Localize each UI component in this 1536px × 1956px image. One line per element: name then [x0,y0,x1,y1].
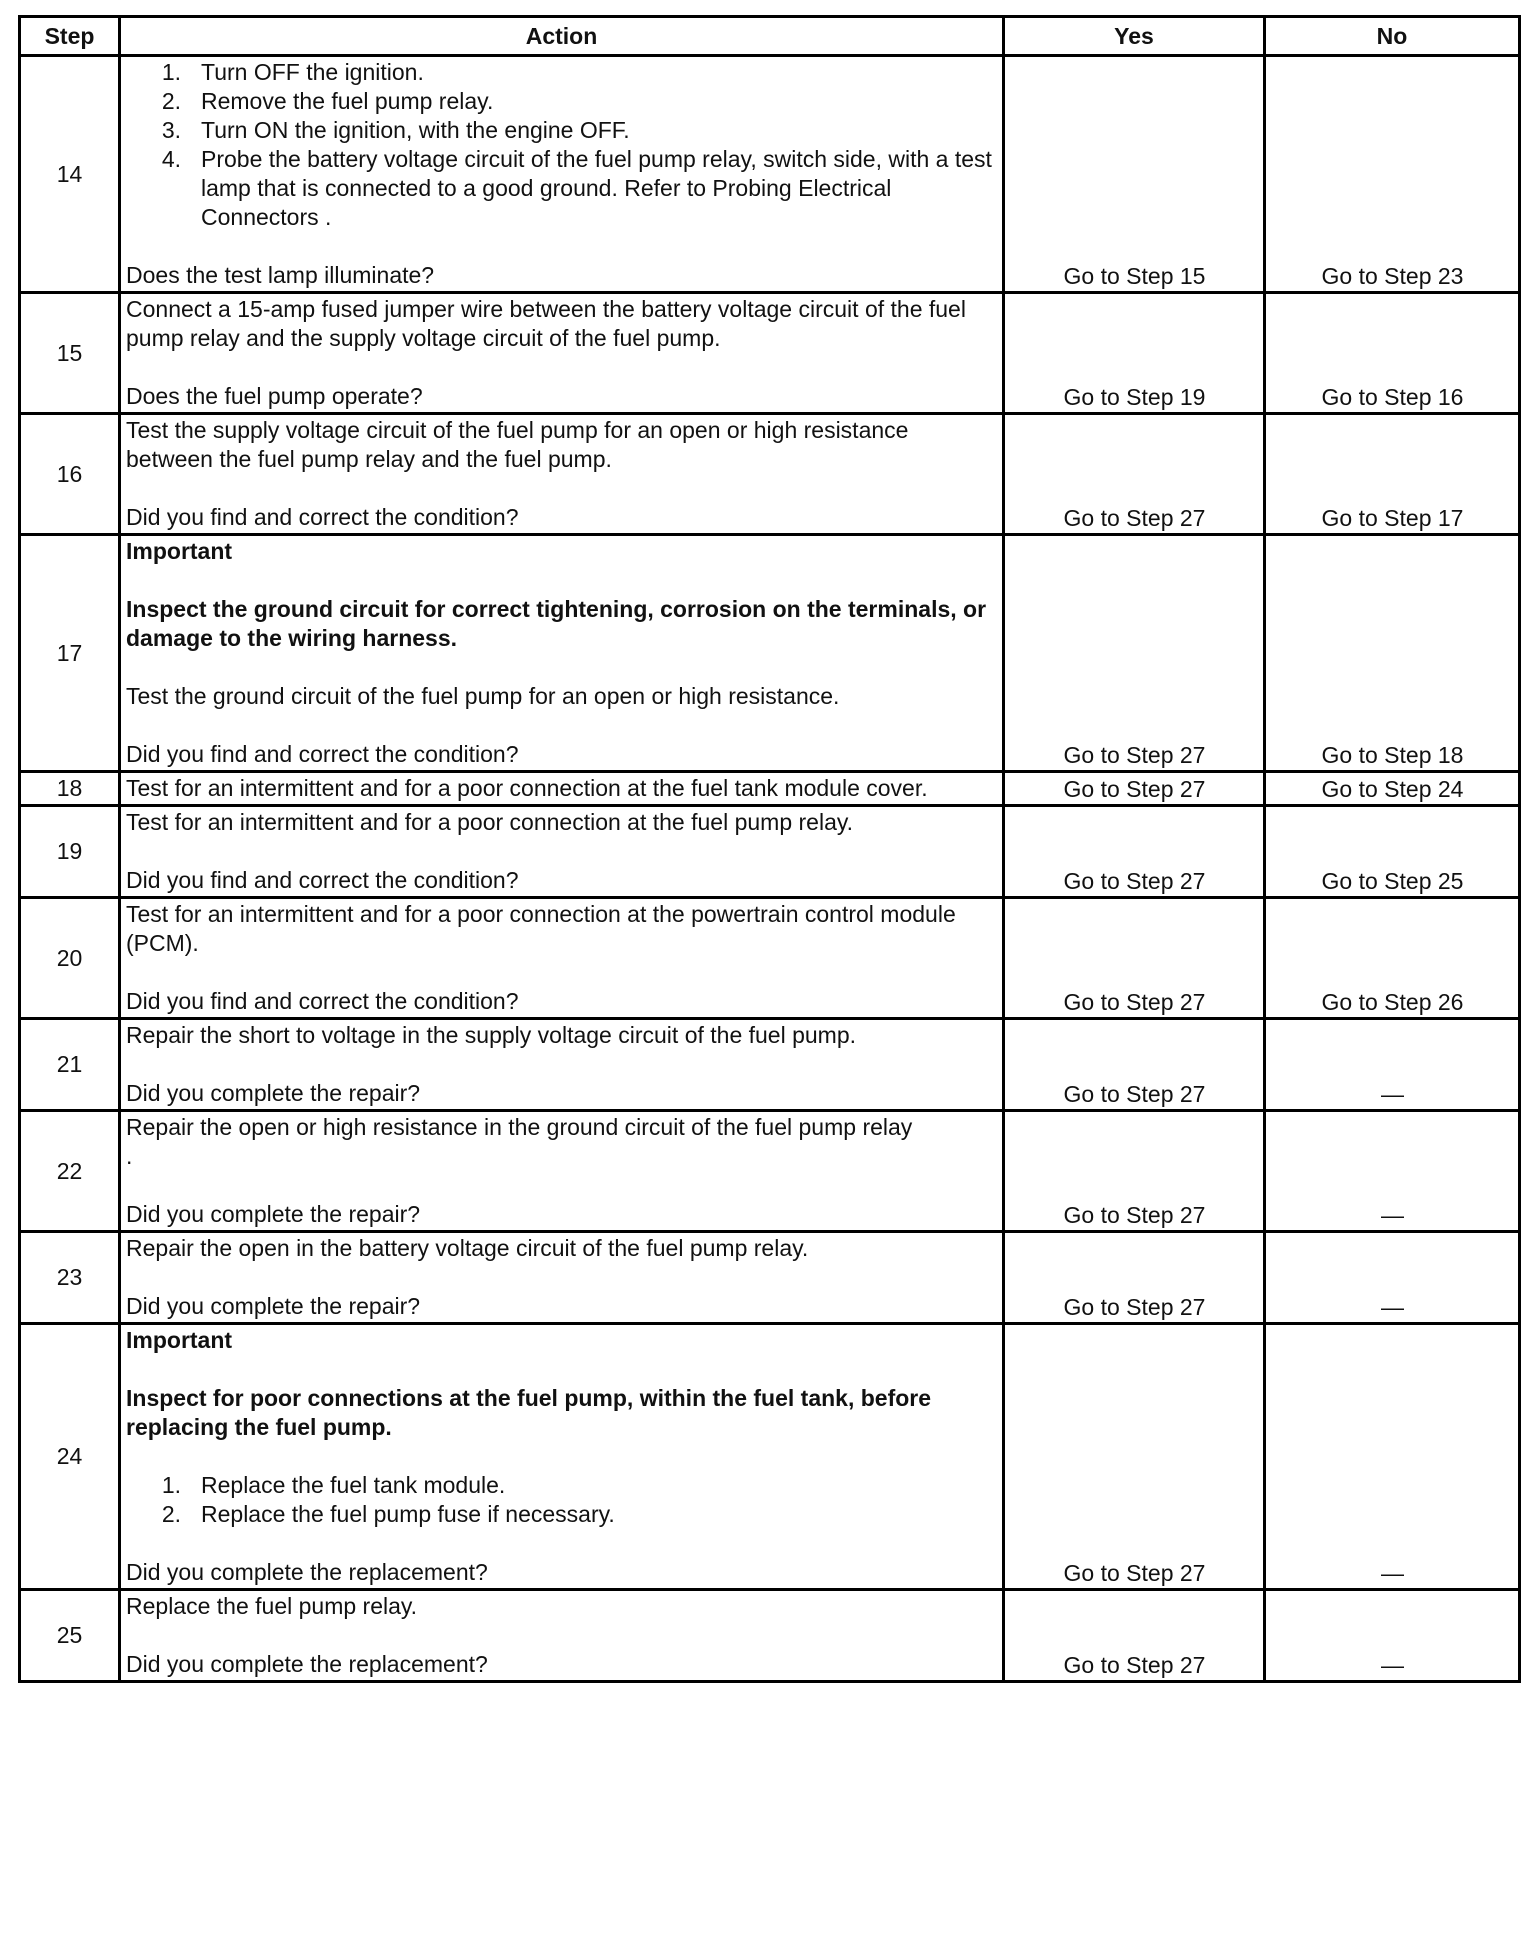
yes-cell: Go to Step 19 [1004,293,1265,414]
action-cell [120,293,1004,414]
table-header-row [20,17,1520,56]
action-cell [120,56,1004,293]
yes-cell: Go to Step 27 [1004,1111,1265,1232]
header-action: Action [120,17,1004,56]
step-number: 22 [20,1111,120,1232]
action-text-tail: . [126,1143,133,1169]
no-cell: — [1265,1590,1520,1682]
yes-cell: Go to Step 27 [1004,1019,1265,1111]
table-row [20,806,1520,898]
table-row [20,293,1520,414]
action-question: Does the test lamp illuminate? [126,262,435,288]
action-question: Did you complete the replacement? [126,1651,488,1677]
action-cell [120,1111,1004,1232]
diagnostic-table [18,15,1521,1683]
important-label: Important [126,538,233,564]
action-question: Does the fuel pump operate? [126,383,423,409]
action-text: Test for an intermittent and for a poor connection at the powertrain control module (PCM). [126,901,956,956]
action-text: Test for an intermittent and for a poor connection at the fuel pump relay. [126,809,854,835]
no-cell: — [1265,1232,1520,1324]
list-item: 2. Remove the fuel pump relay. [161,88,494,114]
action-cell [120,1019,1004,1111]
action-text: Replace the fuel pump relay. [126,1593,418,1619]
no-cell: — [1265,1019,1520,1111]
table-row [20,1111,1520,1232]
step-number: 18 [20,772,120,806]
table-row [20,535,1520,772]
step-number: 21 [20,1019,120,1111]
action-cell [120,898,1004,1019]
action-text: Connect a 15-amp fused jumper wire between the battery voltage circuit of the fuel pump relay and the supply voltage circuit of the fuel pump. [126,296,966,351]
yes-cell: Go to Step 27 [1004,1232,1265,1324]
step-number: 19 [20,806,120,898]
step-number: 23 [20,1232,120,1324]
no-cell: Go to Step 17 [1265,414,1520,535]
action-cell [120,1232,1004,1324]
no-cell: — [1265,1324,1520,1590]
no-cell: Go to Step 26 [1265,898,1520,1019]
no-cell: — [1265,1111,1520,1232]
table-row [20,772,1520,806]
table-row [20,414,1520,535]
no-cell: Go to Step 24 [1265,772,1520,806]
action-text: Repair the short to voltage in the supply voltage circuit of the fuel pump. [126,1022,857,1048]
action-cell [120,1324,1004,1590]
diagnostic-table-page [18,15,1518,1683]
step-number: 25 [20,1590,120,1682]
step-number: 20 [20,898,120,1019]
action-cell [120,806,1004,898]
action-step-list [126,58,998,232]
yes-cell: Go to Step 27 [1004,772,1265,806]
header-no: No [1265,17,1520,56]
action-cell [120,414,1004,535]
action-question: Did you complete the replacement? [126,1559,488,1585]
action-question: Did you find and correct the condition? [126,988,519,1014]
list-item: 1. Turn OFF the ignition. [161,59,424,85]
table-row [20,1324,1520,1590]
action-question: Did you find and correct the condition? [126,504,519,530]
list-item: 3. Turn ON the ignition, with the engine OFF. [161,117,630,143]
list-item: 2. Replace the fuel pump fuse if necessary. [161,1501,615,1527]
yes-cell: Go to Step 27 [1004,535,1265,772]
important-label: Important [126,1327,233,1353]
no-cell: Go to Step 23 [1265,56,1520,293]
no-cell: Go to Step 18 [1265,535,1520,772]
table-row [20,898,1520,1019]
list-item: 1. Replace the fuel tank module. [161,1472,506,1498]
action-text: Test the supply voltage circuit of the fuel pump for an open or high resistance between the fuel pump relay and the fuel pump. [126,417,909,472]
list-item: 4. Probe the battery voltage circuit of the fuel pump relay, switch side, with a test lamp that is connected to a good ground. Refer to Probing Electrical Connectors . [161,146,992,230]
action-question: Did you complete the repair? [126,1080,421,1106]
important-text: Inspect the ground circuit for correct tightening, corrosion on the terminals, or damage to the wiring harness. [126,596,987,651]
action-question: Did you find and correct the condition? [126,741,519,767]
table-row [20,1019,1520,1111]
no-cell: Go to Step 25 [1265,806,1520,898]
action-question: Did you complete the repair? [126,1201,421,1227]
action-text: Test the ground circuit of the fuel pump for an open or high resistance. [126,683,840,709]
action-text: Test for an intermittent and for a poor connection at the fuel tank module cover. [126,775,928,801]
table-row [20,1590,1520,1682]
header-step: Step [20,17,120,56]
table-row [20,1232,1520,1324]
action-cell [120,1590,1004,1682]
yes-cell: Go to Step 15 [1004,56,1265,293]
action-question: Did you complete the repair? [126,1293,421,1319]
yes-cell: Go to Step 27 [1004,806,1265,898]
step-number: 14 [20,56,120,293]
action-text: Repair the open in the battery voltage circuit of the fuel pump relay. [126,1235,809,1261]
action-cell [120,772,1004,806]
no-cell: Go to Step 16 [1265,293,1520,414]
important-text: Inspect for poor connections at the fuel pump, within the fuel tank, before replacing the fuel pump. [126,1385,932,1440]
yes-cell: Go to Step 27 [1004,898,1265,1019]
action-question: Did you find and correct the condition? [126,867,519,893]
yes-cell: Go to Step 27 [1004,414,1265,535]
yes-cell: Go to Step 27 [1004,1324,1265,1590]
action-text: Repair the open or high resistance in the ground circuit of the fuel pump relay [126,1114,913,1140]
step-number: 16 [20,414,120,535]
action-cell [120,535,1004,772]
yes-cell: Go to Step 27 [1004,1590,1265,1682]
step-number: 15 [20,293,120,414]
action-step-list [126,1471,998,1529]
step-number: 17 [20,535,120,772]
step-number: 24 [20,1324,120,1590]
header-yes: Yes [1004,17,1265,56]
table-row [20,56,1520,293]
